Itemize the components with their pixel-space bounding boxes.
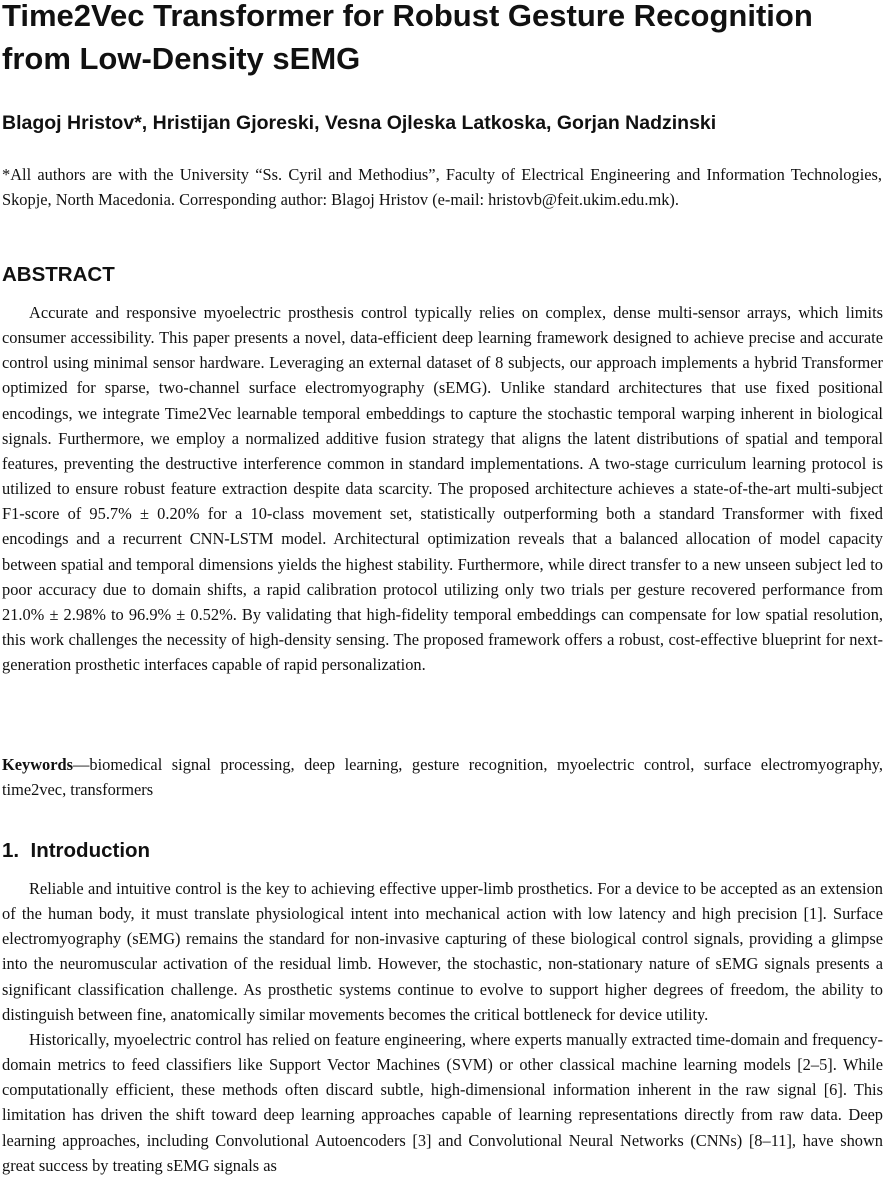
keywords-list: —biomedical signal processing, deep learning, gesture recognition, myoelectric control, surface electromyography, time2vec, transformers [2, 755, 883, 800]
section-heading-introduction [2, 837, 150, 865]
affiliation-note: *All authors are with the University “Ss. Cyril and Methodius”, Faculty of Electrical Engineering and Information Technologies, Skopje, North Macedonia. Corresponding author: Blagoj Hristov (e-mail: hristovb@feit.ukim.edu.mk). [2, 165, 882, 209]
keywords-label: Keywords [2, 755, 74, 774]
paragraph: Reliable and intuitive control is the key to achieving effective upper-limb prosthetics. For a device to be accepted as an extension of the human body, it must translate physiological intent into mechanical action with low latency and high precision [1]. Surface electromyography (sEMG) remains the standard for non-invasive capturing of these biological control signals, providing a glimpse into the neuromuscular activation of the residual limb. However, the stochastic, non-stationary nature of sEMG signals presents a significant classification challenge. As prosthetic systems continue to evolve to support higher degrees of freedom, the ability to distinguish between fine, anatomically similar movements becomes the critical bottleneck for device utility. [2, 879, 883, 1024]
section-title: Introduction [30, 839, 151, 862]
abstract-heading: ABSTRACT [2, 263, 115, 286]
introduction-body [2, 876, 883, 1178]
keywords [2, 752, 883, 802]
abstract-text: Accurate and responsive myoelectric prosthesis control typically relies on complex, dense multi-sensor arrays, which limits consumer accessibility. This paper presents a novel, data-efficient deep learning framework designed to achieve precise and accurate control using minimal sensor hardware. Leveraging an external dataset of 8 subjects, our approach implements a hybrid Transformer optimized for sparse, two-channel surface electromyography (sEMG). Unlike standard architectures that use fixed positional encodings, we integrate Time2Vec learnable temporal embeddings to capture the stochastic temporal warping inherent in biological signals. Furthermore, we employ a normalized additive fusion strategy that aligns the latent distributions of spatial and temporal features, preventing the destructive interference common in standard implementations. A two-stage curriculum learning protocol is utilized to ensure robust feature extraction despite data scarcity. The proposed architecture achieves a state-of-the-art multi-subject F1-score of 95.7% ± 0.20% for a 10-class movement set, statistically outperforming both a standard Transformer with fixed encodings and a recurrent CNN-LSTM model. Architectural optimization reveals that a balanced allocation of model capacity between spatial and temporal dimensions yields the highest stability. Furthermore, while direct transfer to a new unseen subject led to poor accuracy due to domain shifts, a rapid calibration protocol utilizing only two trials per gesture recovered performance from 21.0% ± 2.98% to 96.9% ± 0.52%. By validating that high-fidelity temporal embeddings can compensate for low spatial resolution, this work challenges the necessity of high-density sensing. The proposed framework offers a robust, cost-effective blueprint for next-generation prosthetic interfaces capable of rapid personalization. [2, 303, 883, 675]
paragraph: Historically, myoelectric control has relied on feature engineering, where experts manually extracted time-domain and frequency-domain metrics to feed classifiers like Support Vector Machines (SVM) or other classical machine learning models [2–5]. While computationally efficient, these methods often discard subtle, high-dimensional information inherent in the raw signal [6]. This limitation has driven the shift toward deep learning approaches capable of learning representations directly from raw data. Deep learning approaches, including Convolutional Autoencoders [3] and Convolutional Neural Networks (CNNs) [8–11], have shown great success by treating sEMG signals as [2, 1029, 883, 1175]
author-list: Blagoj Hristov*, Hristijan Gjoreski, Vesna Ojleska Latkoska, Gorjan Nadzinski [2, 112, 717, 134]
paper-title: Time2Vec Transformer for Robust Gesture Recognition from Low-Density sEMG [2, 0, 813, 76]
section-number: 1. [2, 839, 20, 862]
